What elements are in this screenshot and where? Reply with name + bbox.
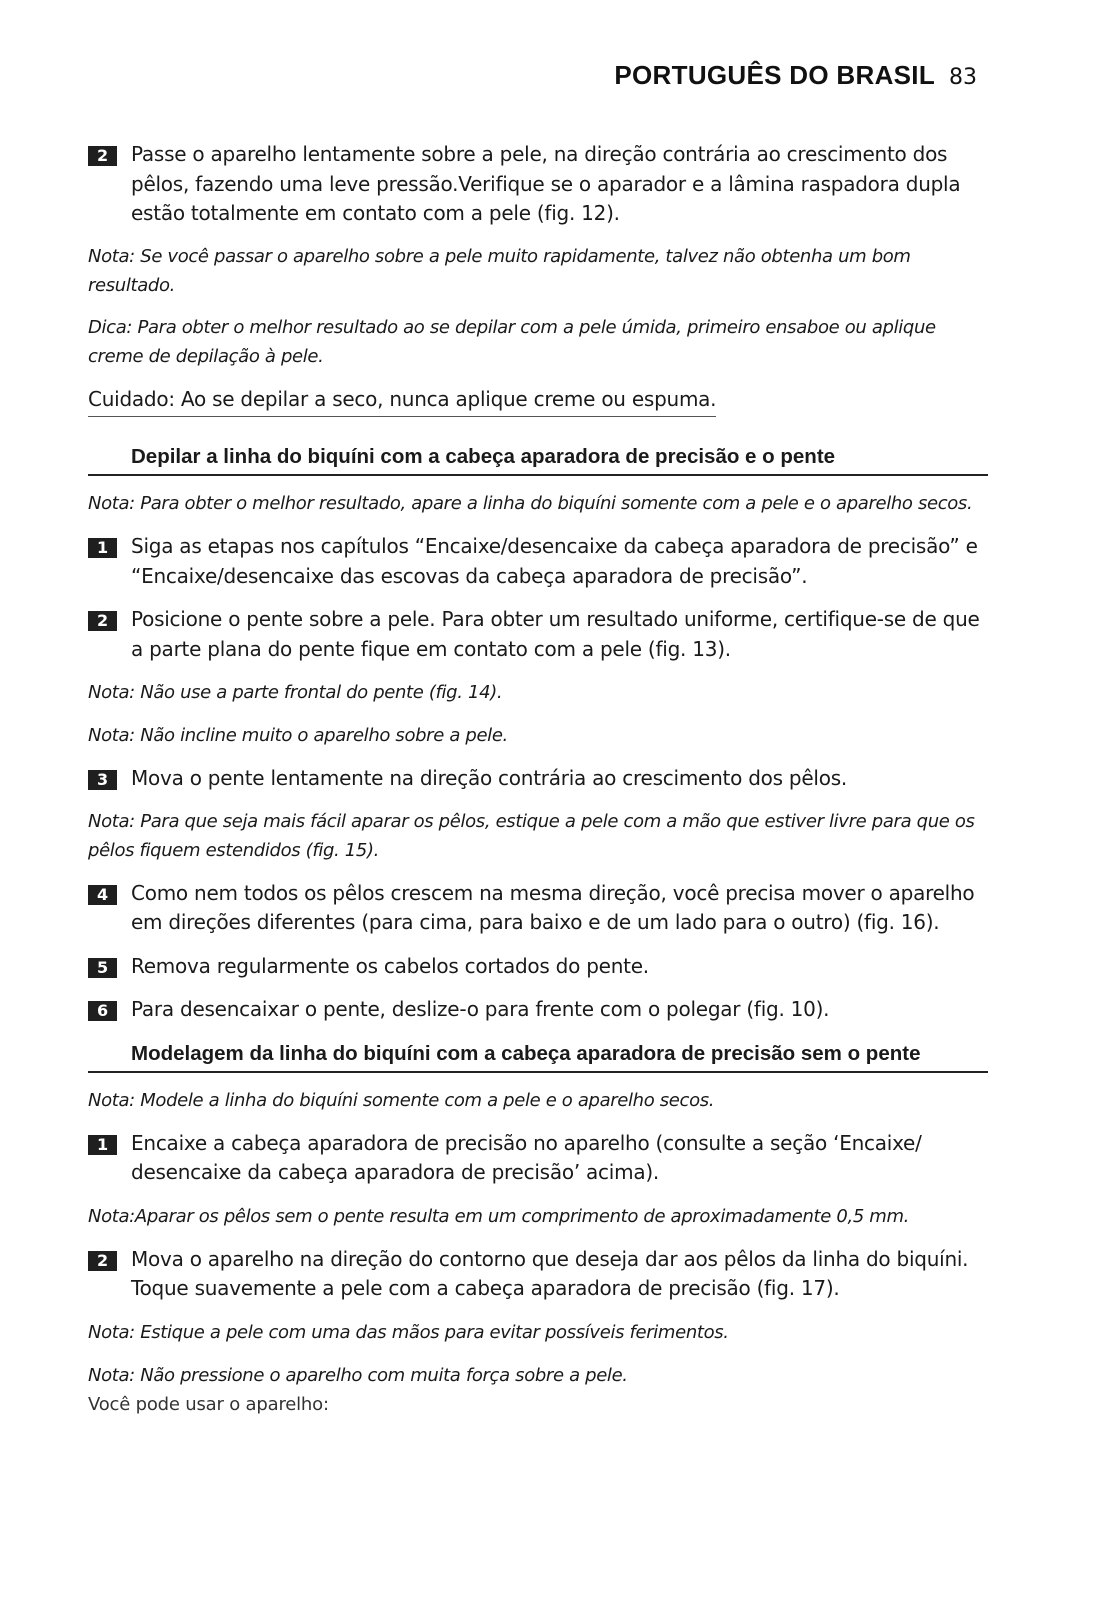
step-item [88, 140, 988, 229]
note: Nota: Para que seja mais fácil aparar os pêlos, estique a pele com a mão que estiver livre para que os pêlos fiquem estendidos (fig. 15). [88, 810, 975, 861]
step-number: 3 [88, 770, 117, 790]
step-item [88, 1245, 988, 1304]
step-item [88, 952, 988, 982]
note: Nota: Estique a pele com uma das mãos para evitar possíveis ferimentos. [88, 1321, 729, 1343]
step-item [88, 764, 988, 794]
caution-line [88, 385, 988, 418]
step-number: 1 [88, 538, 117, 558]
step-number: 4 [88, 885, 117, 905]
step-text: Siga as etapas nos capítulos “Encaixe/desencaixe da cabeça aparadora de precisão” e “Encaixe/desencaixe das escovas da cabeça aparadora de precisão”. [131, 534, 978, 588]
section-heading-bikini-no-comb: Modelagem da linha do biquíni com a cabeça aparadora de precisão sem o pente [88, 1039, 988, 1073]
step-item [88, 879, 988, 938]
note: Nota: Não use a parte frontal do pente (fig. 14). [88, 682, 503, 703]
step-text: Posicione o pente sobre a pele. Para obter um resultado uniforme, certifique-se de que a parte plana do pente fique em contato com a pele (fig. 13). [131, 607, 980, 661]
continuation-text: Você pode usar o aparelho: [88, 1393, 329, 1415]
step-item [88, 995, 988, 1025]
note: Nota: Não pressione o aparelho com muita força sobre a pele. [88, 1364, 628, 1386]
note: Nota: Não incline muito o aparelho sobre a pele. [88, 725, 508, 746]
step-number: 5 [88, 958, 117, 978]
tip: Dica: Para obter o melhor resultado ao se depilar com a pele úmida, primeiro ensaboe ou aplique creme de depilação à pele. [88, 316, 936, 367]
caution-text: Cuidado: Ao se depilar a seco, nunca aplique creme ou espuma. [88, 385, 716, 418]
page-header [614, 60, 977, 91]
step-number: 2 [88, 611, 117, 631]
note: Nota: Se você passar o aparelho sobre a pele muito rapidamente, talvez não obtenha um bom resultado. [88, 245, 911, 296]
page-content [88, 140, 988, 1418]
section-heading-bikini-comb: Depilar a linha do biquíni com a cabeça aparadora de precisão e o pente [88, 442, 988, 476]
step-text: Mova o aparelho na direção do contorno que deseja dar aos pêlos da linha do biquíni. Toque suavemente a pele com a cabeça aparadora de precisão (fig. 17). [131, 1246, 969, 1300]
note: Nota: Para obter o melhor resultado, apare a linha do biquíni somente com a pele e o aparelho secos. [88, 493, 973, 514]
section-title: PORTUGUÊS DO BRASIL [614, 60, 935, 90]
step-number: 6 [88, 1001, 117, 1021]
step-text: Passe o aparelho lentamente sobre a pele, na direção contrária ao crescimento dos pêlos, fazendo uma leve pressão.Verifique se o aparador e a lâmina raspadora dupla estão totalmente em contato com a pele (fig. 12). [131, 142, 961, 225]
step-text: Mova o pente lentamente na direção contrária ao crescimento dos pêlos. [131, 766, 847, 790]
step-text: Encaixe a cabeça aparadora de precisão no aparelho (consulte a seção ‘Encaixe/ desencaixe da cabeça aparadora de precisão’ acima). [131, 1130, 922, 1184]
step-number: 1 [88, 1135, 117, 1155]
note: Nota:Aparar os pêlos sem o pente resulta em um comprimento de aproximadamente 0,5 mm. [88, 1205, 910, 1227]
step-text: Remova regularmente os cabelos cortados do pente. [131, 953, 649, 978]
step-number: 2 [88, 146, 117, 166]
note: Nota: Modele a linha do biquíni somente com a pele e o aparelho secos. [88, 1089, 715, 1111]
step-item [88, 532, 988, 591]
step-text: Para desencaixar o pente, deslize-o para frente com o polegar (fig. 10). [131, 997, 830, 1021]
step-item [88, 605, 988, 664]
step-number: 2 [88, 1251, 117, 1271]
step-text: Como nem todos os pêlos crescem na mesma direção, você precisa mover o aparelho em direções diferentes (para cima, para baixo e de um lado para o outro) (fig. 16). [131, 880, 975, 934]
step-item [88, 1129, 988, 1188]
page-number: 83 [949, 65, 977, 90]
